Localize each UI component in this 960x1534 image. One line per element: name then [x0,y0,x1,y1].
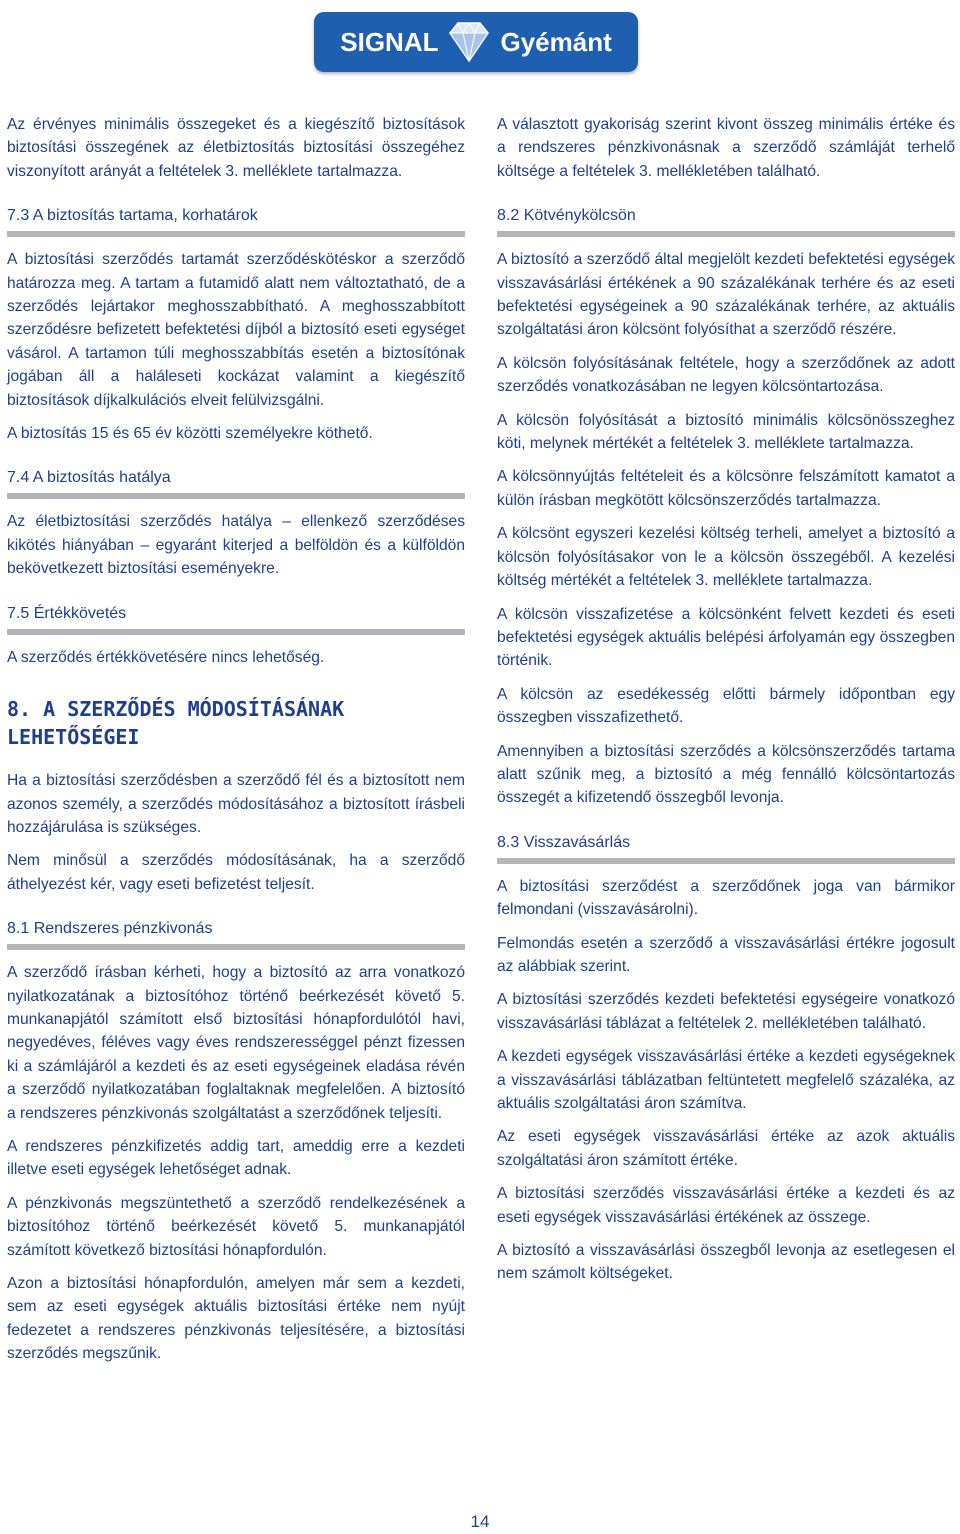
left-paragraph-4: Az életbiztosítási szerződés hatálya – ellenkező szerződéses kikötés hiányában – egyaránt kiterjed a belföldön és a külföldön bekövetkezett biztosítási eseményekre. [7,513,465,578]
section-7-5-heading: 7.5 Értékkövetés [7,604,127,622]
left-paragraph-10: A pénzkivonás megszüntethető a szerződő rendelkezésének a biztosítóhoz történő beérkezését követő 5. munkanapjától számított következő biztosítási hónapfordulón. [7,1194,465,1259]
right-paragraph-9: Amennyiben a biztosítási szerződés a kölcsönszerződés tartama alatt szűnik meg, a biztosító a még fennálló kölcsöntartozás összegét a kifizetendő összegből levonja. [497,742,955,807]
right-paragraph-15: A biztosítási szerződés visszavásárlási értéke a kezdeti és az eseti egységek visszavásárlási értékének az összege. [497,1185,955,1226]
section-7-4-heading: 7.4 A biztosítás hatálya [7,469,171,487]
diamond-icon [444,19,494,65]
left-paragraph-6: Ha a biztosítási szerződésben a szerződő fél és a biztosított nem azonos személy, a szerződés módosításához a biztosított írásbeli hozzájárulása is szükséges. [7,772,465,836]
right-paragraph-11: Felmondás esetén a szerződő a visszavásárlási értékre jogosult az alábbiak szerint. [497,934,955,975]
right-paragraph-12: A biztosítási szerződés kezdeti befektetési egységeire vonatkozó visszavásárlási táblázat a feltételek 2. mellékletében található. [497,991,955,1032]
section-8-3-heading: 8.3 Visszavásárlás [497,833,631,851]
section-divider [497,858,955,864]
left-paragraph-8: A szerződő írásban kérheti, hogy a biztosító az arra vonatkozó nyilatkozatának a biztosítóhoz történő beérkezését követő 5. munkanapjától számított első biztosítási hónapfordulótól havi, negyedéves, féléves vagy éves rendszerességgel pénzt fizessen ki a számlájáról a kezdeti és az eseti egységeinek eladása révén a szerződő nyilatkozatában foglaltaknak megfelelően. A biztosító a rendszeres pénzkivonás szolgáltatást a szerződőnek teljesíti. [7,964,465,1122]
right-paragraph-13: A kezdeti egységek visszavásárlási értéke a kezdeti egységeknek a visszavásárlási táblázatban feltüntetett megfelelő százaléka, az aktuális szolgáltatási áron számítva. [497,1048,955,1112]
page-number: 14 [470,1512,490,1531]
right-column [497,113,955,1296]
brand-logo [314,12,638,72]
right-paragraph-14: Az eseti egységek visszavásárlási értéke az azok aktuális szolgáltatási áron számított értéke. [497,1128,955,1169]
right-paragraph-1: A választott gyakoriság szerint kivont összeg minimális értéke és a rendszeres pénzkivonásnak a szerződő számláját terhelő költsége a feltételek 3. mellékletében található. [497,116,955,180]
left-column [7,113,465,1376]
right-paragraph-16: A biztosító a visszavásárlási összegből levonja az esetlegesen el nem számolt költségeket. [497,1242,955,1283]
right-paragraph-3: A kölcsön folyósításának feltétele, hogy a szerződőnek az adott szerződés vonatkozásában ne legyen kölcsöntartozása. [497,354,955,396]
section-8-2-heading: 8.2 Kötvénykölcsön [497,207,636,225]
right-paragraph-7: A kölcsön visszafizetése a kölcsönként felvett kezdeti és eseti befektetési egységek aktuális belépési árfolyamán egy összegben történik. [497,605,955,670]
right-paragraph-5: A kölcsönnyújtás feltételeit és a kölcsönre felszámított kamatot a külön írásban megkötött kölcsönszerződés tartalmazza. [497,468,955,509]
section-divider [7,231,465,237]
section-7-3-heading: 7.3 A biztosítás tartama, korhatárok [7,207,258,225]
section-divider [497,231,955,237]
brand-right: Gyémánt [500,26,612,57]
left-paragraph-7: Nem minősül a szerződés módosításának, ha a szerződő áthelyezést kér, vagy eseti befizetést teljesít. [7,852,465,893]
left-paragraph-5: A szerződés értékkövetésére nincs lehetőség. [7,648,325,666]
left-paragraph-3: A biztosítás 15 és 65 év közötti személyekre köthető. [7,425,373,443]
right-paragraph-10: A biztosítási szerződést a szerződőnek joga van bármikor felmondani (visszavásárolni). [497,877,955,919]
left-paragraph-2: A biztosítási szerződés tartamát szerződéskötéskor a szerződő határozza meg. A tartam a futamidő alatt nem változtatható, de a szerződés lejártakor meghosszabbítható. A meghosszabbított szerződésre befizetett befektetési díjból a biztosító eseti egységet vásárol. A tartamon túli meghosszabbítás esetén a biztosítónak jogában áll a haláleseti kockázat valamint a kiegészítő biztosítások díjkalkulációs elveit felülvizsgálni. [7,251,465,409]
brand-left: SIGNAL [340,26,439,57]
left-paragraph-11: Azon a biztosítási hónapfordulón, amelyen már sem a kezdeti, sem az eseti egységek aktuális biztosítási értéke nem nyújt fedezetet a rendszeres pénzkivonás teljesítésére, a biztosítási szerződés megszűnik. [7,1275,465,1363]
section-divider [7,944,465,950]
right-paragraph-2: A biztosító a szerződő által megjelölt kezdeti befektetési egységek visszavásárlási értékének a 90 százalékának terhére és az eseti befektetési egységeinek a 90 százalékának terhére, az aktuális szolgáltatási áron kölcsönt folyósíthat a szerződő részére. [497,251,955,339]
right-paragraph-4: A kölcsön folyósítását a biztosító minimális kölcsönösszeghez köti, melynek mértékét a feltételek 3. melléklete tartalmazza. [497,411,955,453]
section-divider [7,493,465,499]
right-paragraph-6: A kölcsönt egyszeri kezelési költség terheli, amelyet a biztosító a kölcsön folyósításakor von le a kölcsön összegéből. A kezelési költség mértékét a feltételek 3. melléklete tartalmazza. [497,525,955,590]
chapter-8-heading: 8. A SZERZŐDÉS MÓDOSÍTÁSÁNAK LEHETŐSÉGEI [7,697,345,750]
left-paragraph-9: A rendszeres pénzkifizetés addig tart, ameddig erre a kezdeti illetve eseti egységek lehetőséget adnak. [7,1137,465,1179]
left-paragraph-1: Az érvényes minimális összegeket és a kiegészítő biztosítások biztosítási összegének az életbiztosítás biztosítási összegéhez viszonyított arányát a feltételek 3. melléklete tartalmazza. [7,116,465,180]
section-divider [7,629,465,635]
section-8-1-heading: 8.1 Rendszeres pénzkivonás [7,920,213,938]
right-paragraph-8: A kölcsön az esedékesség előtti bármely időpontban egy összegben visszafizethető. [497,685,955,727]
